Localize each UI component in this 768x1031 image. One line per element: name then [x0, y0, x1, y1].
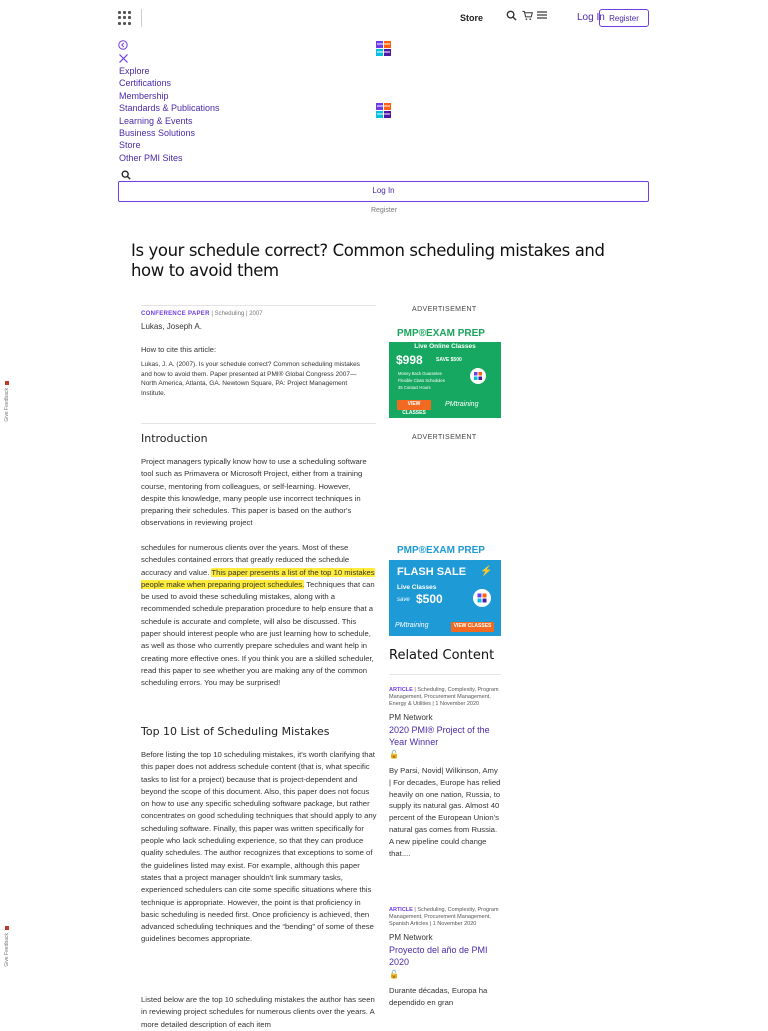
nav-register-link[interactable]: Register — [370, 207, 398, 214]
header-register-button[interactable]: Register — [599, 9, 649, 27]
page-title: Is your schedule correct? Common scheduling mistakes and how to avoid them — [131, 241, 605, 280]
citation-text: Lukas, J. A. (2007). Is your schedule correct? Common scheduling mistakes and how to avoid them. Paper presented at PMI® Global Congress 2007—North America, Atlanta, GA. Newtown Square, PA: Project Management Institute. — [141, 361, 360, 397]
ad2-headline: FLASH SALE — [397, 566, 467, 578]
related-divider — [389, 674, 501, 675]
lock-icon: 🔓 — [389, 750, 399, 759]
ad2-title: PMP®EXAM PREP — [397, 545, 485, 556]
pmi-logo-nav[interactable] — [376, 103, 392, 119]
intro-paragraph-2: schedules for numerous clients over the years. Most of these schedules contained errors that greatly reduced the schedule accuracy and value. This paper presents a list of the top 10 mistakes people make when preparing project schedules. Techniques that can be used to avoid these scheduling mistakes, along with a recommended schedule preparation procedure to help ensure that a schedule is accurate and complete, will also be discussed. This paper should interest people who are just learning how to schedule, as well as those who currently prepare schedules and want help in creating more effective ones. If you think you are a skilled scheduler, read this paper to see whether you are making any of the common scheduling errors. You may be surprised! — [141, 543, 375, 688]
give-feedback-tab[interactable]: Give Feedback — [4, 388, 10, 422]
ad2-brand: PMtraining — [395, 622, 429, 629]
pmi-logo[interactable] — [376, 41, 392, 57]
top10-paragraph-2: Listed below are the top 10 scheduling mistakes the author has seen in reviewing project schedules for numerous clients over the years. A more detailed description of each item — [141, 995, 375, 1029]
cite-divider — [141, 423, 376, 424]
related-item-body: Durante décadas, Europa ha dependido en gran — [389, 986, 488, 1007]
nav-item-business[interactable]: Business Solutions — [119, 128, 196, 139]
article-meta: CONFERENCE PAPER | Scheduling | 2007 — [141, 311, 263, 317]
nav-login-button[interactable]: Log In — [118, 181, 649, 202]
ad2-panel — [389, 560, 501, 636]
nav-item-learning[interactable]: Learning & Events — [119, 115, 193, 126]
ad-label-2: ADVERTISEMENT — [412, 434, 477, 441]
ad1-subtitle: Live Online Classes — [414, 343, 476, 350]
nav-item-store[interactable]: Store — [119, 140, 141, 151]
search-icon[interactable] — [506, 10, 517, 24]
ad-label-1: ADVERTISEMENT — [412, 306, 477, 313]
ad1-bullets: Money Back Guarantee Flexible Class Schedules 35 Contact Hours — [398, 371, 445, 390]
related-item-meta: ARTICLE | Scheduling, Complexity, Program Management, Procurement Management, Spanish Articles | 1 November 2020 — [389, 907, 499, 927]
ad1-save: SAVE $500 — [436, 357, 462, 363]
give-feedback-tab[interactable]: Give Feedback — [4, 933, 10, 967]
nav-item-explore[interactable]: Explore — [119, 66, 150, 76]
related-item-source: PM Network — [389, 933, 433, 942]
ad2-pmi-badge — [473, 589, 491, 612]
top10-heading: Top 10 List of Scheduling Mistakes — [141, 725, 330, 738]
intro-paragraph-1: Project managers typically know how to use a scheduling software tool such as Primavera or Microsoft Project, either from a training course, mentoring from colleagues, or self-learning. However, despite this knowledge, many people use incorrect techniques in preparing their schedules. This paper is based on the author's observations in reviewing project — [141, 457, 367, 528]
ad2-sub: Live Classes — [397, 584, 437, 591]
ad1-pmi-badge — [470, 368, 486, 389]
related-item-meta: ARTICLE | Scheduling, Complexity, Program Management, Procurement Management, Energy & Utilities | 1 November 2020 — [389, 687, 499, 707]
nav-item-standards[interactable]: Standards & Publications — [119, 103, 220, 114]
intro-heading: Introduction — [141, 432, 208, 445]
ad-flash-sale[interactable] — [389, 544, 501, 636]
article-topic[interactable]: Scheduling — [214, 311, 245, 317]
ad1-title: PMP®EXAM PREP — [397, 328, 485, 339]
nav-item-certifications[interactable]: Certifications — [119, 78, 172, 89]
related-item-title[interactable]: Proyecto del año de PMI 2020 — [389, 945, 488, 967]
top10-paragraph-1: Before listing the top 10 scheduling mistakes, it's worth clarifying that this paper does not address schedule content (that is, what specific tasks to list for a project) because that is project-dependent and beyond the scope of this document. Also, this paper does not focus on how to use any specific scheduling software package, but rather concentrates on good scheduling techniques that should apply to any scheduling software. Finally, this paper was written specifically for people who lack scheduling experience, so that they can produce quality schedules. The author recognizes that exceptions to some of the guidelines listed may exist. For example, although this paper states that a project manager shouldn't link summary tasks, experienced schedulers can cite some specific situations where this technique is appropriate. However, the point is that proficiency in basic scheduling is needed first. Once proficiency is achieved, then advanced scheduling techniques and the “bending” of some of these guidelines becomes appropriate. — [141, 750, 377, 944]
related-item-title[interactable]: 2020 PMI® Project of the Year Winner — [389, 725, 490, 747]
ad-pmp-exam-prep[interactable] — [389, 326, 501, 418]
related-item-source: PM Network — [389, 713, 433, 722]
ad1-price: $998 — [396, 353, 423, 367]
ad1-panel — [389, 342, 501, 418]
related-item-body: By Parsi, Novid| Wilkinson, Amy | For decades, Europe has relied heavily on one nation, Russia, to supply its natural gas. Almost 40 percent of the European Union's natural gas comes from Russia. A new pipeline could change that.... — [389, 766, 501, 858]
ad2-view-classes-button[interactable]: VIEW CLASSES — [451, 622, 494, 632]
header-divider — [141, 9, 142, 27]
article-type: CONFERENCE PAPER — [141, 311, 210, 317]
cart-icon[interactable] — [522, 10, 533, 24]
ad2-save: $500 — [416, 592, 443, 606]
related-heading: Related Content — [389, 648, 495, 663]
nav-item-other-sites[interactable]: Other PMI Sites — [119, 152, 183, 163]
nav-menu — [119, 65, 220, 164]
article-author: Lukas, Joseph A. — [141, 322, 202, 331]
apps-grid-icon[interactable] — [118, 11, 132, 25]
menu-icon[interactable] — [537, 10, 547, 23]
feedback-marker — [5, 381, 9, 385]
lightning-icon: ⚡ — [480, 566, 493, 577]
header-store-link[interactable]: Store — [460, 13, 484, 23]
ad1-view-classes-button[interactable]: VIEW CLASSES — [397, 400, 431, 410]
meta-divider — [141, 305, 376, 306]
related-item-2[interactable] — [389, 907, 501, 1009]
related-item-1[interactable] — [389, 687, 501, 859]
nav-item-membership[interactable]: Membership — [119, 90, 169, 101]
ad1-brand: PMtraining — [445, 401, 479, 408]
header-login-link[interactable]: Log In — [577, 12, 605, 23]
feedback-marker — [5, 926, 9, 930]
ad2-save-label: save — [397, 597, 410, 603]
article-year: 2007 — [249, 311, 263, 317]
cite-heading: How to cite this article: — [141, 345, 217, 354]
highlighted-text: This paper presents a list of the top 10 mistakes people make when preparing project schedules. — [141, 567, 375, 589]
lock-icon: 🔓 — [389, 970, 399, 979]
